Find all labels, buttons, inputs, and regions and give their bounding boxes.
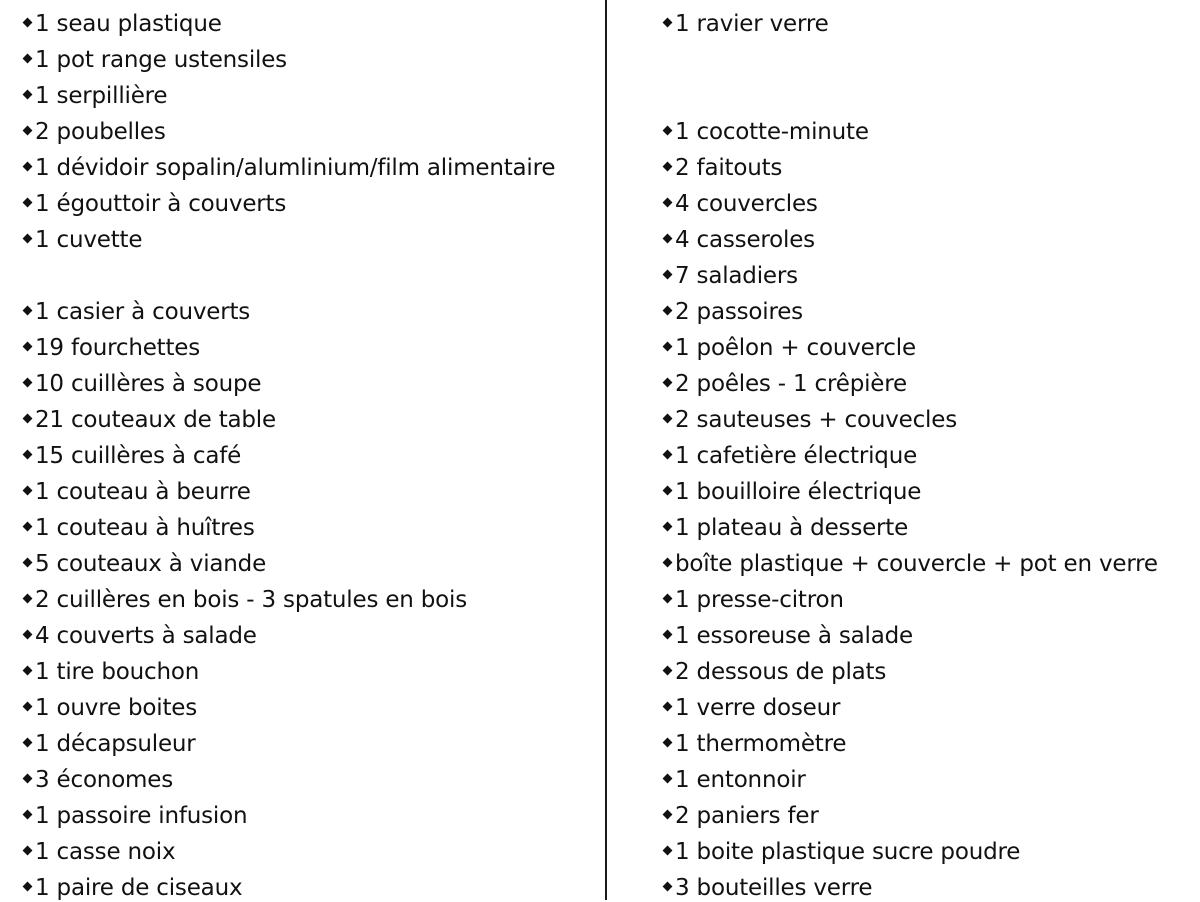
diamond-bullet-icon bbox=[663, 882, 673, 892]
list-item-text: 1 tire bouchon bbox=[35, 659, 200, 685]
list-item bbox=[22, 82, 167, 110]
diamond-bullet-icon bbox=[663, 306, 673, 316]
list-item-text: 1 essoreuse à salade bbox=[675, 623, 913, 649]
diamond-bullet-icon bbox=[663, 234, 673, 244]
list-item-text: 1 ouvre boites bbox=[35, 695, 198, 721]
diamond-bullet-icon bbox=[663, 342, 673, 352]
diamond-bullet-icon bbox=[23, 882, 33, 892]
list-item bbox=[662, 334, 916, 362]
list-item-text: boîte plastique + couvercle + pot en verre bbox=[675, 551, 1158, 577]
list-item-text: 4 casseroles bbox=[675, 227, 815, 253]
diamond-bullet-icon bbox=[23, 810, 33, 820]
list-item-text: 1 casse noix bbox=[35, 839, 176, 865]
list-item bbox=[662, 442, 917, 470]
list-item-text: 1 cuvette bbox=[35, 227, 143, 253]
list-item-text: 2 passoires bbox=[675, 299, 803, 325]
diamond-bullet-icon bbox=[663, 702, 673, 712]
list-item bbox=[662, 586, 844, 614]
list-item-text: 2 dessous de plats bbox=[675, 659, 887, 685]
diamond-bullet-icon bbox=[23, 666, 33, 676]
list-item-text: 1 pot range ustensiles bbox=[35, 47, 287, 73]
diamond-bullet-icon bbox=[663, 846, 673, 856]
list-item-text: 1 casier à couverts bbox=[35, 299, 251, 325]
diamond-bullet-icon bbox=[23, 126, 33, 136]
diamond-bullet-icon bbox=[663, 414, 673, 424]
list-item bbox=[22, 226, 142, 254]
diamond-bullet-icon bbox=[23, 54, 33, 64]
diamond-bullet-icon bbox=[23, 558, 33, 568]
diamond-bullet-icon bbox=[23, 738, 33, 748]
diamond-bullet-icon bbox=[663, 126, 673, 136]
list-item-text: 1 verre doseur bbox=[675, 695, 841, 721]
list-item-text: 10 cuillères à soupe bbox=[35, 371, 262, 397]
list-item-text: 2 poubelles bbox=[35, 119, 166, 145]
diamond-bullet-icon bbox=[23, 702, 33, 712]
list-item bbox=[22, 442, 241, 470]
list-item-text: 1 égouttoir à couverts bbox=[35, 191, 287, 217]
list-item-text: 19 fourchettes bbox=[35, 335, 201, 361]
list-item-text: 1 seau plastique bbox=[35, 11, 222, 37]
list-item bbox=[22, 550, 266, 578]
list-item bbox=[662, 298, 803, 326]
list-item bbox=[22, 370, 261, 398]
list-item bbox=[662, 550, 1158, 578]
list-item bbox=[662, 0, 847, 2]
list-item bbox=[22, 46, 287, 74]
list-item bbox=[22, 478, 251, 506]
list-item-text: 1 cafetière électrique bbox=[675, 443, 918, 469]
diamond-bullet-icon bbox=[23, 306, 33, 316]
diamond-bullet-icon bbox=[23, 846, 33, 856]
list-item bbox=[22, 730, 196, 758]
list-item bbox=[22, 622, 257, 650]
diamond-bullet-icon bbox=[663, 162, 673, 172]
list-item-text: 1 bouilloire électrique bbox=[675, 479, 922, 505]
list-item bbox=[22, 298, 250, 326]
list-item-text: 1 poêlon + couvercle bbox=[675, 335, 916, 361]
list-item-text: 1 paire de ciseaux bbox=[35, 875, 243, 901]
diamond-bullet-icon bbox=[23, 630, 33, 640]
list-item bbox=[662, 730, 846, 758]
diamond-bullet-icon bbox=[23, 486, 33, 496]
list-item bbox=[662, 658, 886, 686]
list-item bbox=[662, 226, 815, 254]
diamond-bullet-icon bbox=[663, 270, 673, 280]
diamond-bullet-icon bbox=[23, 774, 33, 784]
diamond-bullet-icon bbox=[663, 486, 673, 496]
list-item bbox=[662, 370, 907, 398]
list-item-text: 3 économes bbox=[35, 767, 173, 793]
list-item bbox=[662, 190, 818, 218]
list-item-text: 2 sauteuses + couvecles bbox=[675, 407, 957, 433]
diamond-bullet-icon bbox=[23, 414, 33, 424]
list-item bbox=[22, 802, 247, 830]
list-item bbox=[662, 514, 908, 542]
list-item-text: 1 décapsuleur bbox=[35, 731, 196, 757]
list-item bbox=[662, 802, 819, 830]
list-item-text: 1 presse-citron bbox=[675, 587, 844, 613]
list-item-text: 1 dévidoir sopalin/alumlinium/film alimentaire bbox=[35, 155, 556, 181]
list-item-text: 1 passoire infusion bbox=[35, 803, 248, 829]
diamond-bullet-icon bbox=[23, 234, 33, 244]
diamond-bullet-icon bbox=[23, 594, 33, 604]
list-item-text: 4 couvercles bbox=[675, 191, 818, 217]
list-item bbox=[662, 622, 913, 650]
diamond-bullet-icon bbox=[663, 18, 673, 28]
diamond-bullet-icon bbox=[663, 630, 673, 640]
list-item-text: 1 serpillière bbox=[35, 83, 168, 109]
list-item-text: 1 couteau à beurre bbox=[35, 479, 251, 505]
list-item-text: 1 boite plastique sucre poudre bbox=[675, 839, 1021, 865]
list-item bbox=[662, 10, 829, 38]
list-item bbox=[22, 658, 199, 686]
list-item-text: 3 bouteilles verre bbox=[675, 875, 873, 901]
list-item-text: 7 saladiers bbox=[675, 263, 798, 289]
list-item bbox=[22, 838, 175, 866]
list-item-text: 4 couverts à salade bbox=[35, 623, 257, 649]
list-item bbox=[22, 154, 555, 182]
list-item bbox=[22, 874, 242, 902]
list-item-text: 2 paniers fer bbox=[675, 803, 819, 829]
list-item-text: 1 plateau à desserte bbox=[675, 515, 909, 541]
list-item-text: 2 poêles - 1 crêpière bbox=[675, 371, 907, 397]
list-item-text: 21 couteaux de table bbox=[35, 407, 276, 433]
diamond-bullet-icon bbox=[663, 774, 673, 784]
list-item-text: 1 entonnoir bbox=[675, 767, 806, 793]
list-item bbox=[22, 334, 200, 362]
list-item bbox=[662, 478, 921, 506]
list-item bbox=[662, 874, 872, 902]
list-item-text: 5 couteaux à viande bbox=[35, 551, 267, 577]
list-item-text: 1 cocotte-minute bbox=[675, 119, 869, 145]
list-item bbox=[662, 406, 957, 434]
diamond-bullet-icon bbox=[23, 198, 33, 208]
list-item-text: 1 ravier verre bbox=[675, 11, 829, 37]
list-item bbox=[662, 838, 1020, 866]
list-item bbox=[662, 766, 806, 794]
diamond-bullet-icon bbox=[23, 522, 33, 532]
diamond-bullet-icon bbox=[663, 522, 673, 532]
list-item bbox=[22, 586, 467, 614]
list-item bbox=[22, 514, 255, 542]
list-item-text: 15 cuillères à café bbox=[35, 443, 242, 469]
list-item-text bbox=[675, 0, 847, 1]
list-item bbox=[22, 118, 166, 146]
list-item bbox=[662, 694, 840, 722]
list-item bbox=[22, 694, 197, 722]
list-item-text: 1 couteau à huîtres bbox=[35, 515, 255, 541]
diamond-bullet-icon bbox=[663, 378, 673, 388]
diamond-bullet-icon bbox=[23, 18, 33, 28]
diamond-bullet-icon bbox=[663, 666, 673, 676]
list-item-text: 1 thermomètre bbox=[675, 731, 847, 757]
diamond-bullet-icon bbox=[23, 378, 33, 388]
list-item bbox=[22, 406, 276, 434]
diamond-bullet-icon bbox=[663, 450, 673, 460]
diamond-bullet-icon bbox=[23, 90, 33, 100]
list-item bbox=[662, 262, 798, 290]
diamond-bullet-icon bbox=[23, 450, 33, 460]
diamond-bullet-icon bbox=[663, 198, 673, 208]
list-item-text: 2 cuillères en bois - 3 spatules en bois bbox=[35, 587, 468, 613]
list-item bbox=[662, 118, 869, 146]
column-divider bbox=[605, 0, 607, 900]
list-item bbox=[22, 10, 222, 38]
diamond-bullet-icon bbox=[23, 162, 33, 172]
list-item-text: 2 faitouts bbox=[675, 155, 783, 181]
list-item bbox=[22, 766, 173, 794]
diamond-bullet-icon bbox=[23, 342, 33, 352]
diamond-bullet-icon bbox=[663, 558, 673, 568]
list-item bbox=[22, 190, 286, 218]
list-item bbox=[662, 154, 782, 182]
diamond-bullet-icon bbox=[663, 810, 673, 820]
diamond-bullet-icon bbox=[663, 594, 673, 604]
diamond-bullet-icon bbox=[663, 738, 673, 748]
